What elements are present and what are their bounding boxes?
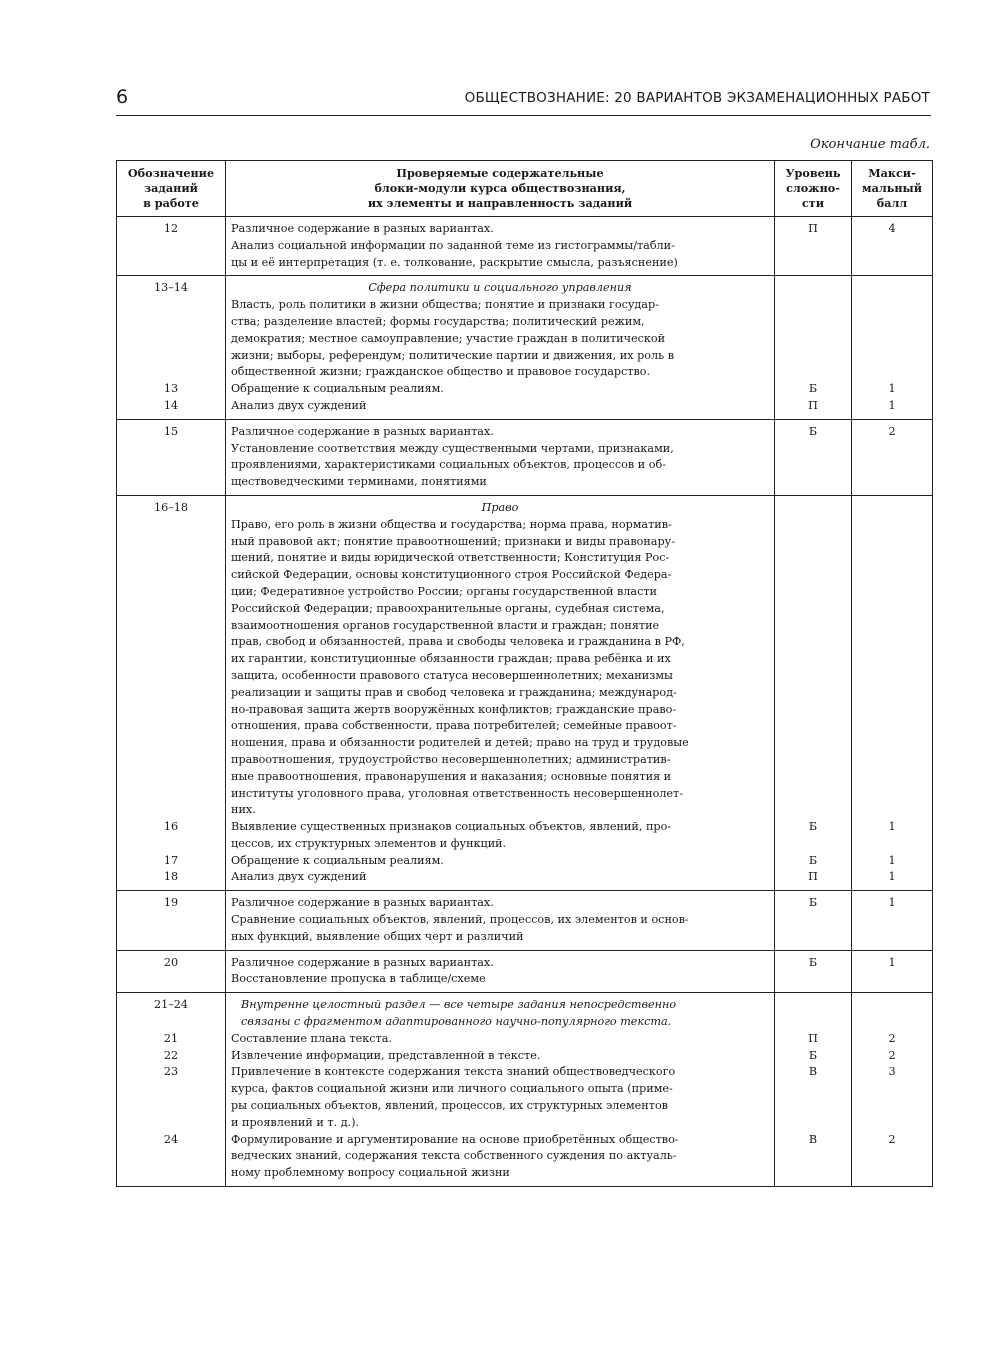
task-description: Различное содержание в разных вариантах. Сравнение социальных объектов, явлений, процессов, их элементов и основ- ных функций, выявление общих черт и различий xyxy=(226,891,775,950)
table-row xyxy=(117,217,933,276)
task-number: 20 xyxy=(117,950,226,993)
task-score-cell: 1 1 1 xyxy=(852,495,933,890)
task-score: 1 xyxy=(852,950,933,993)
task-level: Б xyxy=(775,891,852,950)
task-number-cell: 16–18 16 17 18 xyxy=(117,495,226,890)
table-header-row xyxy=(117,161,933,217)
header-level: Уровень сложно- сти xyxy=(775,161,852,217)
header-rule xyxy=(116,115,931,116)
section-title: связаны с фрагментом адаптированного научно-популярного текста. xyxy=(241,1015,672,1029)
task-score: 4 xyxy=(852,217,933,276)
table-row xyxy=(117,495,933,890)
task-description: Различное содержание в разных вариантах. Установление соответствия между существенными чертами, признаками, проявлениями, характеристиками социальных объектов, процессов и об- ществоведческими терминами, понятиями xyxy=(226,419,775,495)
section-title: Внутренне целостный раздел — все четыре задания непосредственно xyxy=(241,998,677,1012)
task-description: Различное содержание в разных вариантах. Анализ социальной информации по заданной теме из гистограммы/табли- цы и её интерпретация (т. е. толкование, раскрытие смысла, разъяснение) xyxy=(226,217,775,276)
task-number: 19 xyxy=(117,891,226,950)
task-score-cell: 1 1 xyxy=(852,276,933,419)
task-level-cell: Б Б П xyxy=(775,495,852,890)
task-score: 1 xyxy=(852,891,933,950)
table-row xyxy=(117,993,933,1187)
task-level: Б xyxy=(775,419,852,495)
task-number: 12 xyxy=(117,217,226,276)
task-number: 15 xyxy=(117,419,226,495)
table-row xyxy=(117,891,933,950)
table-row xyxy=(117,276,933,419)
header-designation: Обозначение заданий в работе xyxy=(117,161,226,217)
task-description: Право Право, его роль в жизни общества и государства; норма права, норматив- ный правовой акт; понятие правоотношений; признаки и виды правонару- шений, понятие и виды юридической ответственности; Конституция Рос- сийской Федерации, основы конституционного строя Российской Федера- ции; Федеративное устройство России; органы государственной власти Российской Федерации; правоохранительные органы, судебная система, взаимоотношения органов государственной власти и граждан; понятие прав, свобод и обязанностей, права и свободы человека и гражданина в РФ, их гарантии, конституционные обязанности граждан; права ребёнка и их защита, особенности правового статуса несовершеннолетних; механизмы реализации и защиты прав и свобод человека и гражданина; международ- но-правовая защита жертв вооружённых конфликтов; гражданские право- отношения, права собственности, права потребителей; семейные правоот- ношения, права и обязанности родителей и детей; право на труд и трудовые правоотношения, трудоустройство несовершеннолетних; административ- ные правоотношения, правонарушения и наказания; основные понятия и институты уголовного права, уголовная ответственность несовершеннолет- них. Выявление существенных признаков социальных объектов, явлений, про- цессов, их структурных элементов и функций. Обращение к социальным реалиям. Анализ двух суждений xyxy=(226,495,775,890)
section-title: Сфера политики и социального управления xyxy=(368,281,632,295)
task-number-cell: 21–24 21 22 23 24 xyxy=(117,993,226,1187)
task-level: Б xyxy=(775,950,852,993)
section-title: Право xyxy=(481,500,519,514)
table-row xyxy=(117,950,933,993)
task-score-cell: 2 2 3 2 xyxy=(852,993,933,1187)
task-score: 2 xyxy=(852,419,933,495)
task-level-cell: П Б В В xyxy=(775,993,852,1187)
header-content: Проверяемые содержательные блоки-модули курса обществознания, их элементы и направленность заданий xyxy=(226,161,775,217)
task-level-cell: Б П xyxy=(775,276,852,419)
task-description: Внутренне целостный раздел — все четыре задания непосредственно связаны с фрагментом адаптированного научно-популярного текста. Составление плана текста. Извлечение информации, представленной в тексте. Привлечение в контексте содержания текста знаний обществоведческого курса, фактов социальной жизни или личного социального опыта (приме- ры социальных объектов, явлений, процессов, их структурных элементов и проявлений и т. д.). Формулирование и аргументирование на основе приобретённых общество- ведческих знаний, содержания текста собственного суждения по актуаль- ному проблемному вопросу социальной жизни xyxy=(226,993,775,1187)
task-description: Сфера политики и социального управления Власть, роль политики в жизни общества; понятие и признаки государ- ства; разделение властей; формы государства; политический режим, демократия; местное самоуправление; участие граждан в политической жизни; выборы, референдум; политические партии и движения, их роль в общественной жизни; гражданское общество и правовое государство. Обращение к социальным реалиям. Анализ двух суждений xyxy=(226,276,775,419)
tasks-table xyxy=(116,160,933,1187)
table-caption: Окончание табл. xyxy=(810,137,930,152)
table-row xyxy=(117,419,933,495)
task-description: Различное содержание в разных вариантах. Восстановление пропуска в таблице/схеме xyxy=(226,950,775,993)
page-number: 6 xyxy=(116,86,129,108)
running-title: ОБЩЕСТВОЗНАНИЕ: 20 ВАРИАНТОВ ЭКЗАМЕНАЦИОННЫХ РАБОТ xyxy=(464,90,930,106)
task-level: П xyxy=(775,217,852,276)
task-number-cell: 13–14 13 14 xyxy=(117,276,226,419)
header-max-score: Макси- мальный балл xyxy=(852,161,933,217)
